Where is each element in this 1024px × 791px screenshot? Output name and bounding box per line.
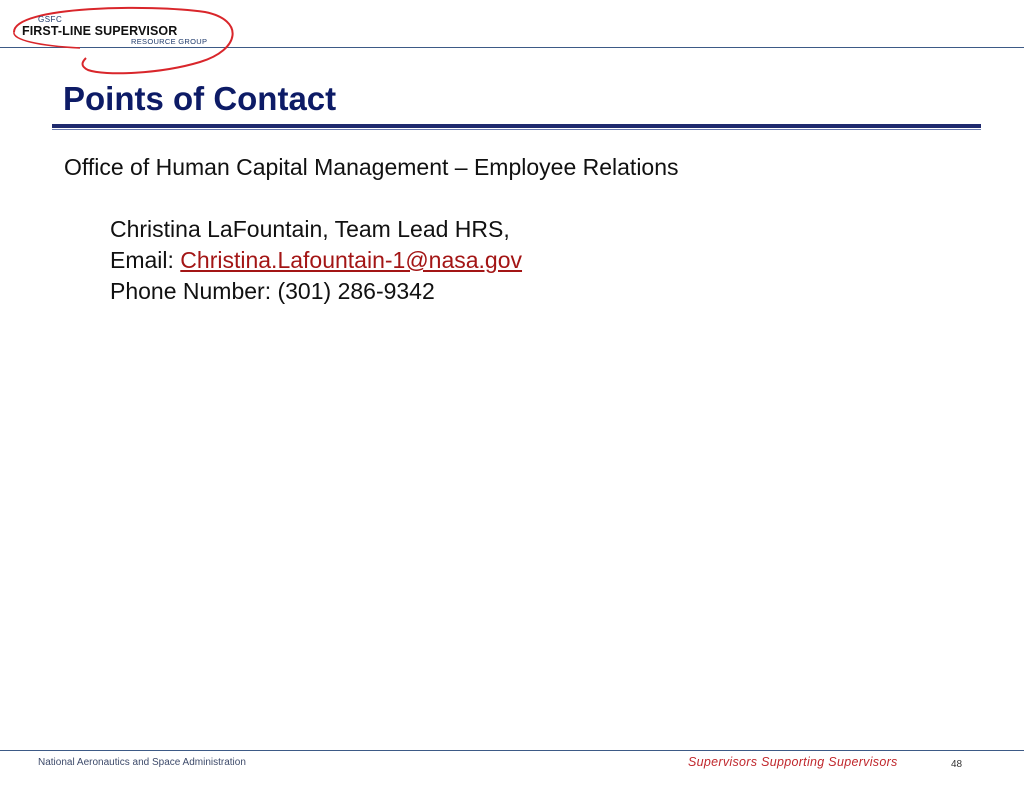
slide-title: Points of Contact <box>63 80 337 117</box>
office-name: Office of Human Capital Management – Employee Relations <box>64 154 679 180</box>
contact-email-line <box>64 245 679 276</box>
page-number: 48 <box>951 759 963 770</box>
footer-divider <box>0 750 1024 751</box>
footer-agency: National Aeronautics and Space Administration <box>38 757 246 768</box>
contact-name: Christina LaFountain, Team Lead HRS, <box>110 216 510 242</box>
email-link[interactable]: Christina.Lafountain-1@nasa.gov <box>180 247 523 273</box>
spacer <box>64 183 679 214</box>
footer-slogan: Supervisors Supporting Supervisors <box>688 755 898 769</box>
logo <box>0 0 240 80</box>
logo-sub-text: RESOURCE GROUP <box>131 37 208 46</box>
email-label: Email: <box>110 247 181 273</box>
contact-phone: Phone Number: (301) 286-9342 <box>110 278 435 304</box>
title-rule <box>52 124 981 128</box>
title-rule-thin <box>52 129 981 130</box>
logo-main-text: FIRST-LINE SUPERVISOR <box>22 24 178 38</box>
slide-body <box>64 152 679 307</box>
logo-gsfc-text: GSFC <box>38 15 63 24</box>
